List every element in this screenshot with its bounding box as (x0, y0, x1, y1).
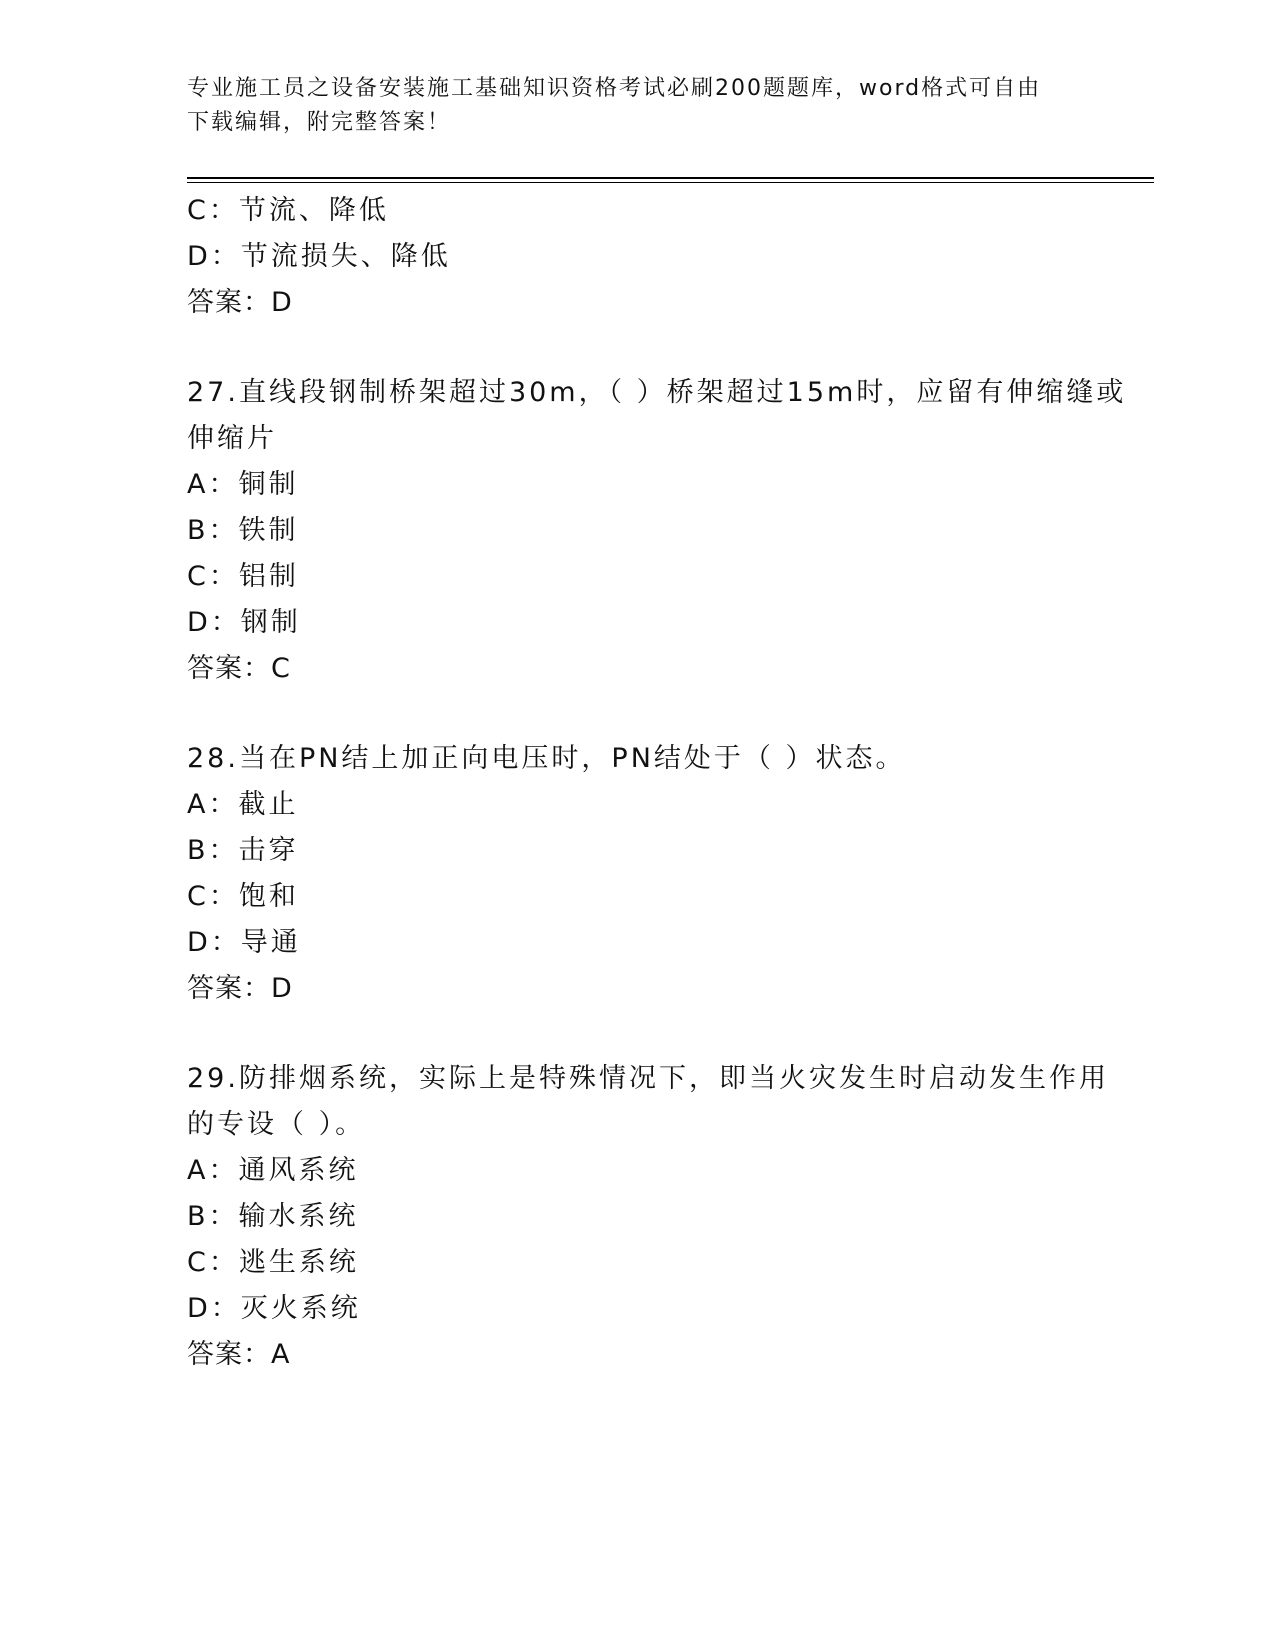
option-b: B：输水系统 (187, 1201, 359, 1232)
header-rule-thick (187, 177, 1154, 179)
header-line-2: 下载编辑，附完整答案！ (187, 110, 452, 135)
answer-line: 答案：A (187, 1339, 291, 1370)
option-d: D：导通 (187, 927, 301, 958)
header-rule-thin (187, 182, 1154, 183)
question-list (187, 188, 1127, 1378)
answer-line: 答案：C (187, 653, 291, 684)
document-header (187, 72, 1087, 140)
option-c: C：饱和 (187, 881, 299, 912)
question-26-tail (187, 188, 1087, 326)
question-spacer (187, 326, 1087, 370)
question-text-line-1: 28.当在PN结上加正向电压时，PN结处于（ ）状态。 (187, 743, 906, 774)
option-c: C：铝制 (187, 561, 299, 592)
question-spacer (187, 692, 1087, 736)
question-text-line-2: 的专设（ ）。 (187, 1109, 366, 1140)
option-a: A：截止 (187, 789, 299, 820)
option-d: D：节流损失、降低 (187, 241, 451, 272)
question-spacer (187, 1012, 1087, 1056)
question-28 (187, 736, 1087, 1012)
option-d: D：钢制 (187, 607, 301, 638)
option-c: C：逃生系统 (187, 1247, 359, 1278)
header-line-1: 专业施工员之设备安装施工基础知识资格考试必刷200题题库，word格式可自由 (187, 76, 1042, 101)
answer-line: 答案：D (187, 287, 293, 318)
option-a: A：铜制 (187, 469, 299, 500)
question-29 (187, 1056, 1109, 1378)
option-b: B：铁制 (187, 515, 299, 546)
option-c: C：节流、降低 (187, 195, 389, 226)
question-text-line-2: 伸缩片 (187, 423, 277, 454)
question-text-line-1: 27.直线段钢制桥架超过30m，（ ）桥架超过15m时，应留有伸缩缝或 (187, 377, 1127, 408)
question-27 (187, 370, 1127, 692)
option-a: A：通风系统 (187, 1155, 359, 1186)
answer-line: 答案：D (187, 973, 293, 1004)
option-d: D：灭火系统 (187, 1293, 361, 1324)
option-b: B：击穿 (187, 835, 299, 866)
question-text-line-1: 29.防排烟系统，实际上是特殊情况下，即当火灾发生时启动发生作用 (187, 1063, 1109, 1094)
